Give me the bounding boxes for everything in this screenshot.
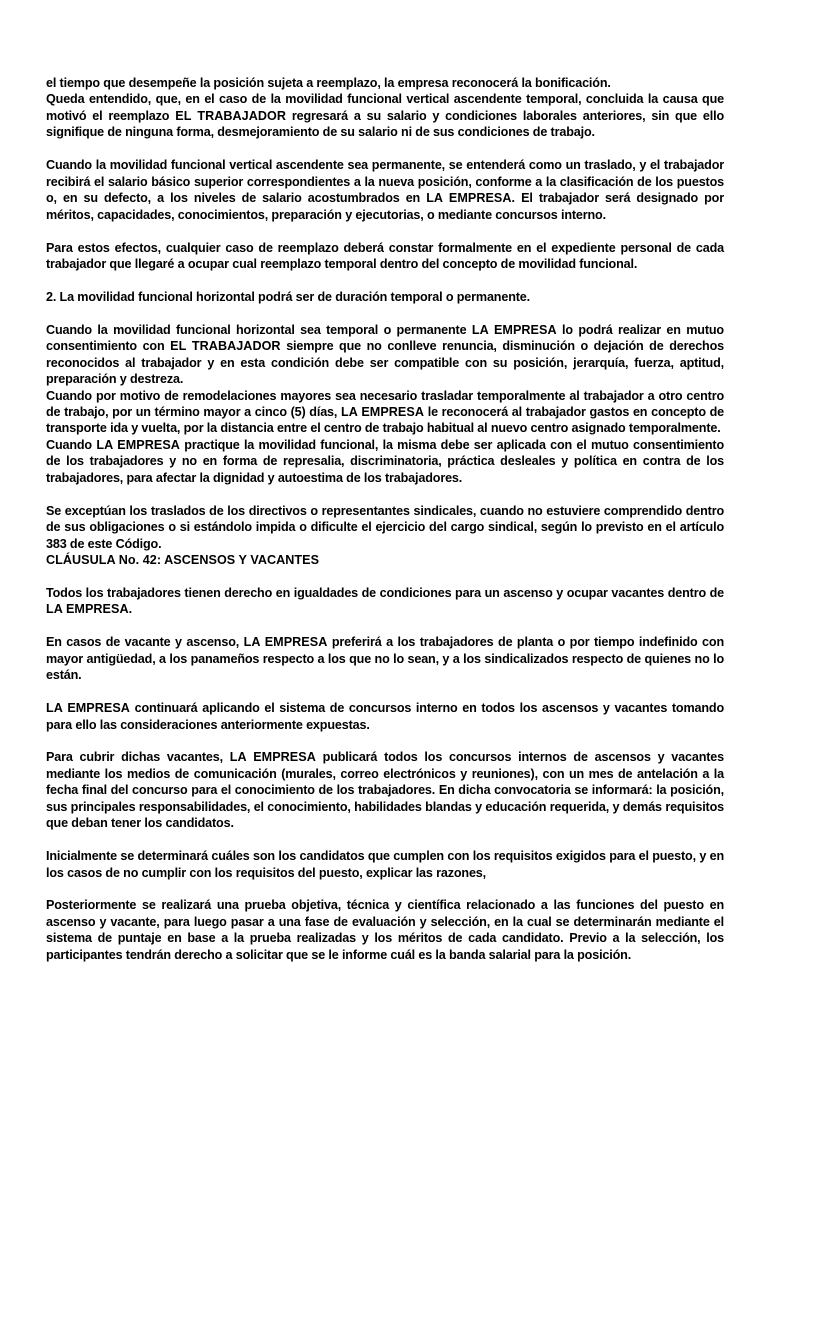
emphasis-term: LA EMPRESA	[341, 405, 424, 419]
emphasis-term: LA EMPRESA	[243, 635, 328, 650]
document-paragraph	[46, 749, 724, 831]
text-run: En casos de vacante y ascenso,	[46, 635, 244, 650]
emphasis-term: EL TRABAJADOR	[170, 339, 281, 354]
text-run: preferirá a los trabajadores de planta o por tiempo indefinido con mayor antigüedad, a los panameños respecto a los que no lo sean, y a los sindicalizados respecto de quienes no lo están.	[46, 635, 724, 683]
text-run: siempre que no conlleve renuncia, disminución o dejación de derechos reconocidos al trabajador y en esta condición debe ser compatible con su posición, jerarquía, fuerza, aptitud, preparación y destreza.	[46, 339, 724, 387]
text-run: El trabajador será designado por méritos, capacidades, conocimientos, preparación y ejecutorias, o mediante concursos interno.	[46, 191, 724, 222]
document-paragraph	[46, 437, 724, 486]
text-run: Cuando por motivo de remodelaciones mayores sea necesario trasladar temporalmente al trabajador a otro centro de trabajo, por un término mayor a cinco (5) días,	[46, 388, 724, 419]
text-run: Inicialmente se determinará cuáles son los candidatos que cumplen con los requisitos exigidos para el puesto, y en los casos de no cumplir con los requisitos del puesto, explicar las razones,	[46, 849, 724, 880]
text-run: publicará todos los concursos internos de ascensos y vacantes mediante los medios de comunicación (murales, correo electrónicos y reuniones), con un mes de antelación a la fecha final del concurso para el conocimiento de los trabajadores. En dicha convocatoria se informará: la posición, sus principales responsabilidades, el conocimiento, habilidades blandas y educación requerida, y demás requisitos que deban tener los candidatos.	[46, 750, 724, 831]
emphasis-term: LA EMPRESA.	[426, 191, 516, 206]
document-paragraph	[46, 700, 724, 733]
text-run: Todos los trabajadores tienen derecho en igualdades de condiciones para un ascenso y ocupar vacantes dentro de	[46, 585, 724, 600]
document-paragraph	[46, 75, 724, 91]
document-paragraph	[46, 289, 724, 305]
document-paragraph	[46, 322, 724, 388]
text-run: Cuando la movilidad funcional horizontal sea temporal o permanente	[46, 322, 472, 337]
document-paragraph	[46, 240, 724, 273]
document-paragraph	[46, 634, 724, 683]
document-paragraph	[46, 897, 724, 963]
document-paragraph	[46, 157, 724, 223]
text-run: practique la movilidad funcional, la misma debe ser aplicada con el mutuo consentimiento de los trabajadores y no en forma de represalia, discriminatoria, práctica desleales y política en contra de los trabajadores, para afectar la dignidad y autoestima de los trabajadores.	[46, 437, 725, 485]
text-run: Se exceptúan los traslados de los directivos o representantes sindicales, cuando no estuviere comprendido dentro de sus obligaciones o si estándolo impida o dificulte el ejercicio del cargo sindical, según lo previsto en el artículo 383 de este Código.	[46, 503, 724, 551]
document-paragraph	[46, 585, 724, 618]
document-body	[46, 75, 724, 963]
text-run: 2. La movilidad funcional horizontal podrá ser de duración temporal o permanente.	[46, 289, 530, 304]
text-run: regresará a su salario y condiciones laborales anteriores, sin que ello signifique de ninguna forma, desmejoramiento de su salario ni de sus condiciones de trabajo.	[46, 108, 724, 140]
document-paragraph	[46, 848, 724, 881]
text-run: el tiempo que desempeñe la posición sujeta a reemplazo, la empresa reconocerá la bonificación.	[46, 76, 611, 90]
text-run: Posteriormente se realizará una prueba objetiva, técnica y científica relacionado a las funciones del puesto en ascenso y vacante, para luego pasar a una fase de evaluación y selección, en la cual se determinarán mediante el sistema de puntaje en base a la prueba realizadas y los méritos de cada candidato. Previo a la selección, los participantes tendrán derecho a solicitar que se le informe cuál es la banda salarial para la posición.	[46, 898, 724, 962]
text-run: Para estos efectos, cualquier caso de reemplazo deberá constar formalmente en el expediente personal de cada trabajador que llegaré a ocupar cual reemplazo temporal dentro del concepto de movilidad funcional.	[46, 240, 724, 271]
document-paragraph	[46, 503, 724, 552]
text-run: Queda entendido, que, en el caso de la movilidad funcional vertical ascendente temporal, concluida la causa que motivó el reemplazo	[46, 92, 724, 123]
document-paragraph	[46, 91, 724, 140]
emphasis-term: CLÁUSULA No. 42: ASCENSOS Y VACANTES	[46, 553, 320, 568]
text-run: Cuando	[46, 437, 97, 452]
emphasis-term: LA EMPRESA	[96, 437, 180, 452]
text-run: Para cubrir dichas vacantes,	[46, 750, 230, 765]
emphasis-term: LA EMPRESA.	[46, 602, 133, 617]
clause-heading	[46, 552, 724, 568]
emphasis-term: LA EMPRESA	[229, 750, 316, 765]
emphasis-term: EL TRABAJADOR	[175, 108, 286, 123]
emphasis-term: LA EMPRESA	[46, 701, 130, 716]
emphasis-term: LA EMPRESA	[471, 322, 557, 337]
document-paragraph	[46, 388, 724, 437]
text-run: lo podrá realizar en mutuo consentimiento con	[46, 322, 724, 354]
text-run: continuará aplicando el sistema de concursos interno en todos los ascensos y vacantes tomando para ello las consideraciones anteriormente expuestas.	[46, 701, 724, 732]
text-run: Cuando la movilidad funcional vertical ascendente sea permanente, se entenderá como un traslado, y el trabajador recibirá el salario básico superior correspondientes a la nueva posición, conforme a la clasificación de los puestos o, en su defecto, a los niveles de salario acostumbrados en	[46, 158, 724, 206]
text-run: le reconocerá al trabajador gastos en concepto de transporte ida y vuelta, por la distancia entre el centro de trabajo habitual al nuevo centro asignado temporalmente.	[46, 405, 724, 436]
